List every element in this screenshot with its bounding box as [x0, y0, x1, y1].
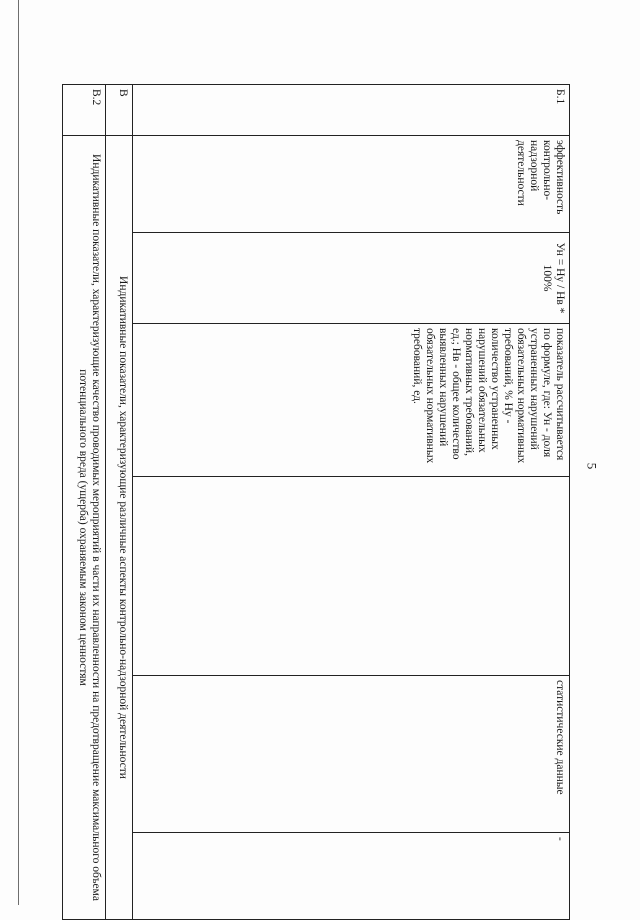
section-title: Индикативные показатели, характеризующие различные аспекты контрольно-надзорной деятельности	[106, 136, 133, 920]
indicators-table	[62, 84, 570, 920]
row-code: В.2	[63, 85, 106, 136]
row-code: В	[106, 85, 133, 136]
margin-line	[18, 0, 19, 905]
indicator-formula: Ун = Ну / Нв * 100%	[133, 233, 570, 324]
rotated-table-wrapper	[70, 84, 570, 901]
page-number: 5	[584, 462, 600, 470]
row-code: Б.1	[133, 85, 570, 136]
empty-cell	[133, 477, 570, 676]
indicator-name: эффективность контрольно-надзорной деятельности	[133, 136, 570, 233]
section-title: Индикативные показатели, характеризующие качество проводимых мероприятий в части их направленности на предотвращение максимального объема потенциального вреда (ущерба) охраняемым законом ценностям	[63, 136, 106, 920]
table-row	[106, 85, 133, 920]
table-row	[133, 85, 570, 920]
last-cell: -	[133, 833, 570, 920]
indicator-description: показатель рассчитывается по формуле, где: Ун - доля устраненных нарушений обязательных нормативных требований, % Ну - количество устраненных нарушений обязательных нормативных требований, ед.; Нв - общее количество выявленных нарушений обязательных нормативных требований, ед.	[133, 324, 570, 477]
data-source: статистические данные	[133, 676, 570, 833]
table-row	[63, 85, 106, 920]
